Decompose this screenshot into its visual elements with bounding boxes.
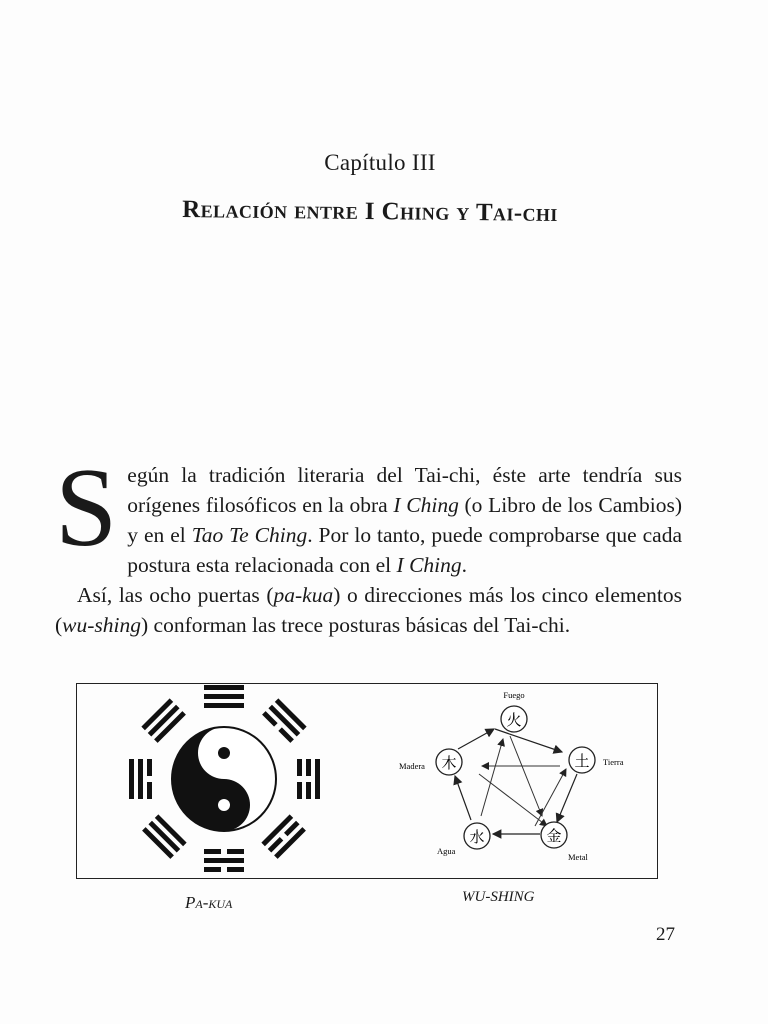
- term: wu-shing: [62, 613, 142, 637]
- pa-kua-diagram: [129, 685, 320, 872]
- trigram-icon: [297, 759, 320, 799]
- svg-text:金: 金: [546, 829, 562, 845]
- paragraph-2: Así, las ocho puertas (pa-kua) o direcciones más los cinco elementos (wu-shing) conforman las trece posturas básicas del Tai-chi.: [55, 583, 682, 637]
- page-number: 27: [656, 924, 675, 945]
- trigram-icon: [142, 814, 187, 859]
- paragraph-1: Según la tradición literaria del Tai-chi, éste arte tendría sus orígenes filosóficos en la obra I Ching (o Libro de los Cambios) y en el Tao Te Ching. Por lo tanto, puede comprobarse que cada postura esta relacionada con el I Ching.: [55, 446, 682, 577]
- book-title: Tao Te Ching: [191, 523, 308, 547]
- trigram-icon: [204, 849, 244, 872]
- wu-shing-diagram: [399, 690, 624, 862]
- svg-text:水: 水: [469, 830, 485, 846]
- chapter-title: Relación entre I Ching y Tai-chi: [182, 196, 558, 227]
- trigram-icon: [262, 698, 307, 743]
- caption-wu-shing: WU-SHING: [462, 889, 535, 905]
- svg-text:木: 木: [441, 756, 457, 772]
- book-title: I Ching: [393, 493, 459, 517]
- element-wood: [399, 749, 462, 775]
- element-water: [437, 823, 490, 856]
- yin-yang-icon: [172, 727, 276, 831]
- figure-illustration: [77, 684, 656, 877]
- element-label: Fuego: [503, 690, 525, 700]
- svg-text:火: 火: [506, 713, 522, 729]
- body-text: [55, 446, 682, 640]
- chapter-number: Capítulo III: [324, 150, 436, 175]
- figure-box: [76, 683, 658, 879]
- element-label: Madera: [399, 761, 425, 771]
- caption-pa-kua: Pa-kua: [185, 893, 233, 912]
- element-label: Metal: [568, 852, 588, 862]
- svg-text:土: 土: [574, 754, 590, 770]
- trigram-icon: [141, 698, 186, 743]
- element-label: Agua: [437, 846, 456, 856]
- element-earth: [569, 747, 624, 773]
- term: pa-kua: [273, 583, 334, 607]
- trigram-icon: [204, 685, 244, 708]
- element-label: Tierra: [603, 757, 624, 767]
- element-metal: [541, 822, 588, 862]
- trigram-icon: [129, 759, 152, 799]
- book-title: I Ching: [396, 553, 462, 577]
- element-fire: [501, 690, 527, 732]
- drop-cap: S: [55, 446, 118, 570]
- trigram-icon: [261, 814, 306, 859]
